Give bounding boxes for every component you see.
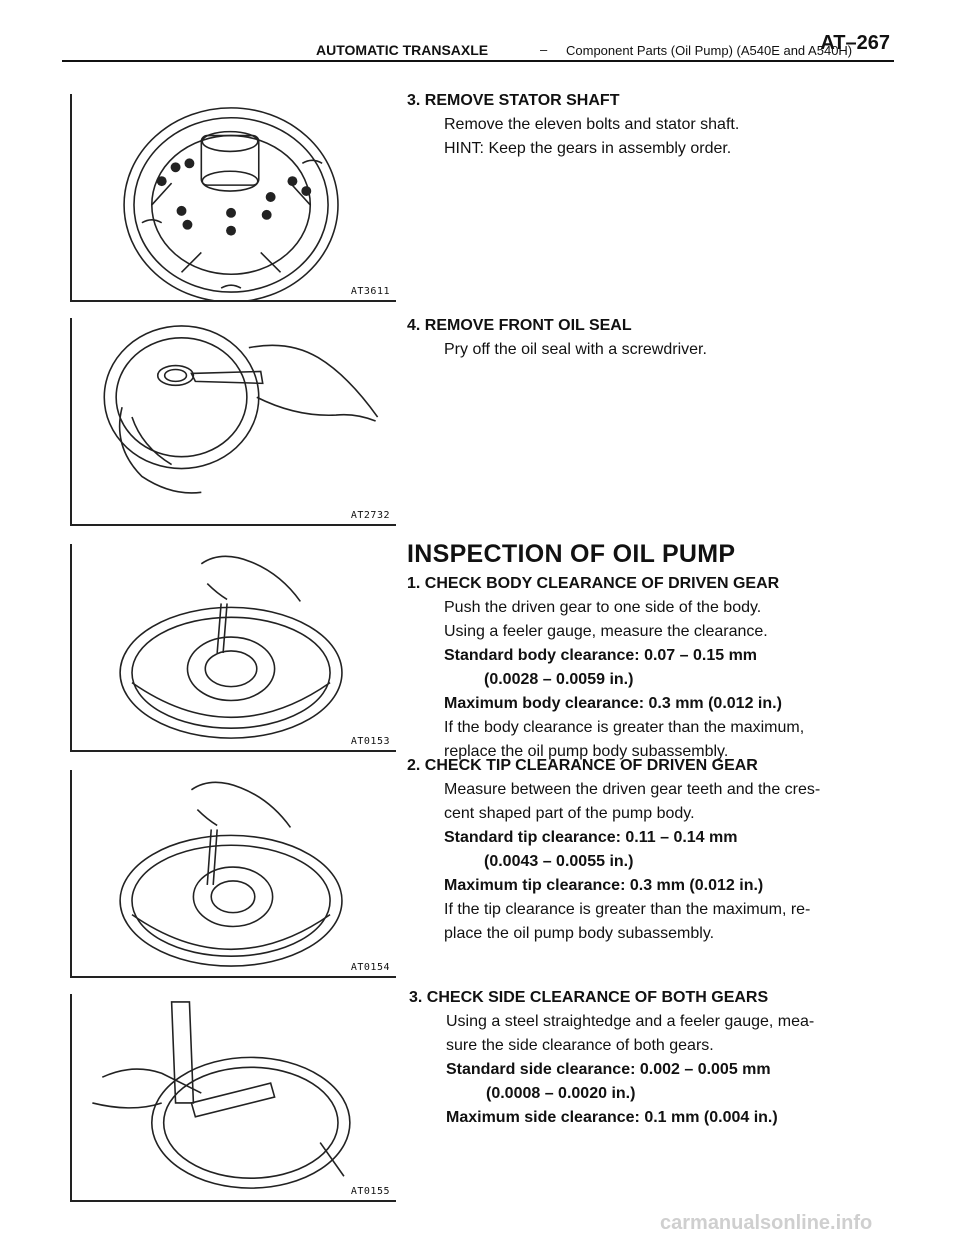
body-clearance-illustration [72,544,396,750]
check-tip-clearance [407,754,820,946]
pump-illustration [72,94,396,300]
header-subtitle: Component Parts (Oil Pump) (A540E and A540H) [566,43,853,58]
seal-illustration [72,318,396,524]
standard-clearance-inch: (0.0043 – 0.0055 in.) [484,853,634,870]
watermark: carmanualsonline.info [660,1212,873,1234]
step-title: 4. REMOVE FRONT OIL SEAL [407,317,632,334]
step-title: 3. REMOVE STATOR SHAFT [407,92,620,109]
figure-code: AT0154 [350,962,390,973]
section-title: AUTOMATIC TRANSAXLE [316,42,489,58]
step-text: Using a feeler gauge, measure the clearance. [444,623,768,640]
step-text: Push the driven gear to one side of the body. [444,599,762,616]
standard-clearance-inch: (0.0008 – 0.0020 in.) [486,1085,636,1102]
standard-clearance-inch: (0.0028 – 0.0059 in.) [484,671,634,688]
page-header [62,22,894,62]
maximum-clearance: Maximum tip clearance: 0.3 mm (0.012 in.) [444,877,764,894]
maximum-clearance: Maximum body clearance: 0.3 mm (0.012 in.) [444,695,782,712]
step-title: 1. CHECK BODY CLEARANCE OF DRIVEN GEAR [407,575,780,592]
page-number: AT–267 [820,32,890,54]
maximum-clearance: Maximum side clearance: 0.1 mm (0.004 in.) [446,1109,778,1126]
figure-oil-seal [70,318,396,526]
step-title: 2. CHECK TIP CLEARANCE OF DRIVEN GEAR [407,757,758,774]
step-note: If the body clearance is greater than the maximum, [444,719,805,736]
step-title: 3. CHECK SIDE CLEARANCE OF BOTH GEARS [409,989,769,1006]
step-note: replace the oil pump body subassembly. [444,743,729,760]
figure-code: AT0153 [350,736,390,747]
figure-body-clearance [70,544,396,752]
header-separator: – [540,42,548,57]
check-body-clearance [407,572,804,764]
step-text: sure the side clearance of both gears. [446,1037,714,1054]
side-clearance-illustration [72,994,396,1200]
standard-clearance: Standard tip clearance: 0.11 – 0.14 mm [444,829,738,846]
step-text: cent shaped part of the pump body. [444,805,695,822]
figure-stator-shaft [70,94,396,302]
figure-code: AT3611 [350,286,390,297]
standard-clearance: Standard body clearance: 0.07 – 0.15 mm [444,647,758,664]
step-text: Pry off the oil seal with a screwdriver. [444,341,707,358]
figure-code: AT0155 [350,1186,390,1197]
header-rule [62,60,894,62]
step-text: Measure between the driven gear teeth and the cres- [444,781,821,798]
figure-tip-clearance [70,770,396,978]
step-text: Remove the eleven bolts and stator shaft. [444,116,740,133]
figure-code: AT2732 [350,510,390,521]
check-side-clearance [409,986,814,1130]
figure-side-clearance [70,994,396,1202]
standard-clearance: Standard side clearance: 0.002 – 0.005 mm [446,1061,771,1078]
inspection-title: INSPECTION OF OIL PUMP [407,540,736,568]
step-note: If the tip clearance is greater than the maximum, re- [444,901,811,918]
tip-clearance-illustration [72,770,396,976]
step-note: place the oil pump body subassembly. [444,925,715,942]
step-text: Using a steel straightedge and a feeler gauge, mea- [446,1013,815,1030]
step-remove-seal [407,314,707,362]
step-remove-stator [407,89,739,161]
step-hint: HINT: Keep the gears in assembly order. [444,140,732,157]
